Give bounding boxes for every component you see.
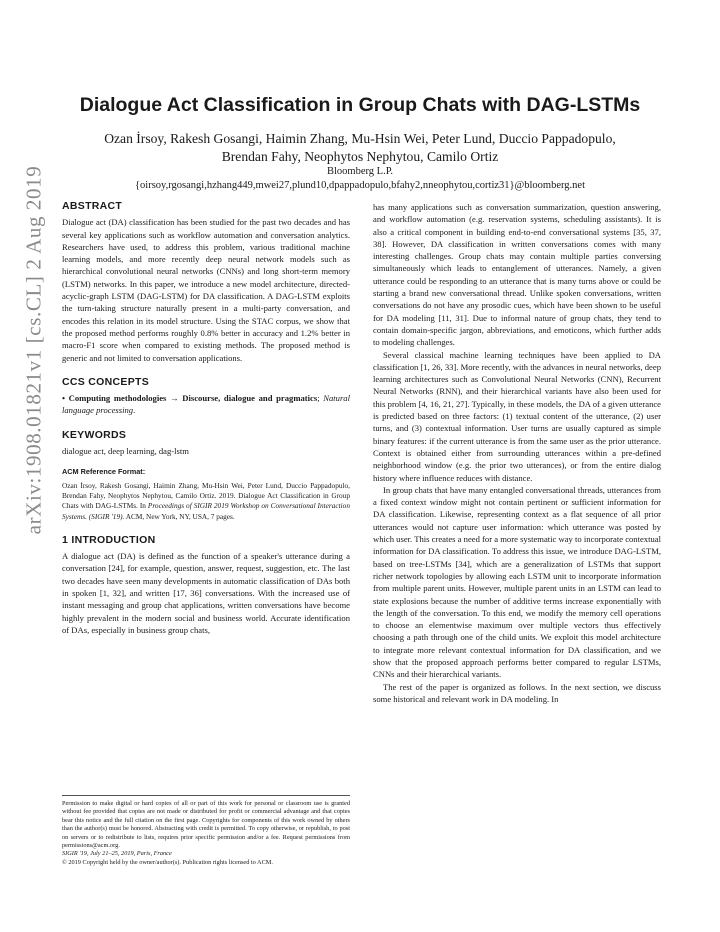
abstract-text: Dialogue act (DA) classification has been studied for the past two decades and has several key applications such as workflow automation and conversation analytics. Researchers have used, to address this problem, various traditional machine learning models, and more recently deep neural network models such as hierarchical convolutional neural networks (CNNs) and long short-term memory (LSTM) networks. In this paper, we introduce a new model architecture, directed-acyclic-graph LSTM (DAG-LSTM) for DA classification. A DAG-LSTM exploits the turn-taking structure naturally present in a multi-party conversation, and encodes this relation in its model structure. Using the STAC corpus, we show that the proposed method performs roughly 0.8% better in accuracy and 1.2% better in macro-F1 score when compared to existing methods. The proposed method is generic and not limited to conversation applications.: [62, 217, 350, 363]
authors-line-1: Ozan İrsoy, Rakesh Gosangi, Haimin Zhang, Mu-Hsin Wei, Peter Lund, Duccio Pappadopulo,: [104, 131, 616, 146]
ccs-italic: Natural language processing: [62, 393, 350, 416]
ccs-bold: • Computing methodologies → Discourse, dialogue and pragmatics: [62, 393, 318, 404]
right-paragraph-2: Several classical machine learning techniques have been applied to DA classification [1, 26, 33]. More recently, with the advances in neural networks, deep learning architectures such as Convolutional Neural Networks (CNN), Recurrent Neural Networks (RNN), and their hierarchical variants have also been used for this problem [4, 16, 21, 27]. Typically, in these models, the DA of a given utterance is predicted based on three factors: (1) textual content of the utterance, (2) user turns, and (3) contextual information. User turns are usually captured as simple binary features: if the current utterance is from the same user as the prior utterance. Context is obtained either from surrounding utterances within a pre-defined neighborhood window (e.g. the prior two utterances), or from the entire dialog history where influence reduces with distance.: [373, 349, 661, 483]
paper-title: Dialogue Act Classification in Group Chats with DAG-LSTMs: [79, 94, 641, 116]
introduction-heading: 1 INTRODUCTION: [62, 533, 156, 546]
authors-line-2: Brendan Fahy, Neophytos Nephytou, Camilo Ortiz: [221, 149, 499, 164]
reference-heading: ACM Reference Format:: [62, 467, 146, 477]
right-paragraph-3: In group chats that have many entangled conversational threads, utterances from a fixed context window might not contain pertinent or sufficient information for DA classification. Likewise, representing context as a flat sequence of all prior utterances would not capture user information: which utterance was posted by which user. This creates a need for a more systematic way to incorporate contextual information for DA classification. To address this issue, we introduce DAG-LSTM, based on tree-LSTMs [34], which are a generalization of LSTMs that support richer network topologies by allowing each LSTM unit to incorporate information from multiple parent units. However, multiple parent units in an LSTM can lead to state explosions because the number of additive terms increase exponentially with the length of the conversation. To this end, we modify the memory cell operations to choose an elementwise maximum over multiple vectors thus effectively choosing a path through one of the child units. We exploit this model architecture to integrate more relevant contextual information for DA classification, and we show that the proposed approach performs better compared to regular LSTMs, CNNs and their hierarchical variants.: [373, 484, 661, 680]
affiliation: Bloomberg L.P.: [326, 166, 394, 177]
introduction-text: A dialogue act (DA) is defined as the function of a speaker's utterance during a conversation [24], for example, question, answer, request, suggestion, etc. The last two decades have seen many developments in automatic classification of DAs both in spoken [1, 32], and written [17, 36] conversations. With the increased use of instant messaging and group chat applications, written conversations have become highly prevalent in the modern social and business world. Accurate identification of DAs, especially in business group chats,: [62, 551, 350, 635]
footnote-copyright: © 2019 Copyright held by the owner/author(s). Publication rights licensed to ACM.: [62, 858, 273, 866]
reference-format: Ozan İrsoy, Rakesh Gosangi, Haimin Zhang, Mu-Hsin Wei, Peter Lund, Duccio Pappadopulo, Brendan Fahy, Neophytos Nephytou, Camilo Ortiz. 2019. Dialogue Act Classification in Group Chats with DAG-LSTMs. In Proceedings of SIGIR 2019 Workshop on Conversational Interaction Systems. (SIGIR '19). ACM, New York, NY, USA, 7 pages.: [62, 480, 350, 521]
right-paragraph-4: The rest of the paper is organized as follows. In the next section, we discuss some historical and relevant work in DA modeling. In: [373, 681, 661, 704]
arxiv-identifier: arXiv:1908.01821v1 [cs.CL] 2 Aug 2019: [21, 165, 46, 535]
permission-footnote: [62, 795, 350, 867]
right-column: [373, 201, 661, 705]
author-emails: {oirsoy,rgosangi,hzhang449,mwei27,plund10,dpappadopulo,bfahy2,nneophytou,cortiz31}@bloomberg.net: [135, 180, 585, 191]
footnote-text: Permission to make digital or hard copies of all or part of this work for personal or classroom use is granted without fee provided that copies are not made or distributed for profit or commercial advantage and that copies bear this notice and the full citation on the first page. Copyrights for components of this work owned by others than the author(s) must be honored. Abstracting with credit is permitted. To copy otherwise, or republish, to post on servers or to redistribute to lists, requires prior specific permission and/or a fee. Request permissions from permissions@acm.org.: [62, 800, 350, 850]
ccs-heading: CCS CONCEPTS: [62, 375, 150, 388]
affiliation-block: [60, 165, 660, 193]
left-column: [62, 200, 350, 636]
right-paragraph-1: has many applications such as conversation summarization, question answering, and workflow automation (e.g. reservation systems, scheduling assistants). It is also a critical component in building end-to-end conversational systems [35, 37, 38]. However, DA classification in written conversations comes with many interesting challenges. Group chats may contain multiple parties conversing simultaneously which leads to entanglement of utterances. Namely, a given utterance could be responding to an utterance that is many turns above or could be starting a brand new conversational thread. Unlike spoken conversations, written conversations do not have any prosodic cues, which have been shown to be useful for DA modeling [11, 31]. Due to informal nature of group chats, they tend to contain domain-specific jargon, abbreviations, and emoticons, which further adds to modeling challenges.: [373, 202, 661, 348]
abstract-heading: ABSTRACT: [62, 200, 123, 212]
author-list: [60, 130, 660, 166]
keywords-text: dialogue act, deep learning, dag-lstm: [62, 446, 189, 457]
arxiv-sidebar: [14, 70, 54, 630]
keywords-heading: KEYWORDS: [62, 428, 127, 441]
ccs-concepts: • Computing methodologies → Discourse, dialogue and pragmatics; Natural language processing.: [62, 393, 350, 416]
footnote-venue: SIGIR '19, July 21–25, 2019, Paris, France: [62, 850, 172, 858]
